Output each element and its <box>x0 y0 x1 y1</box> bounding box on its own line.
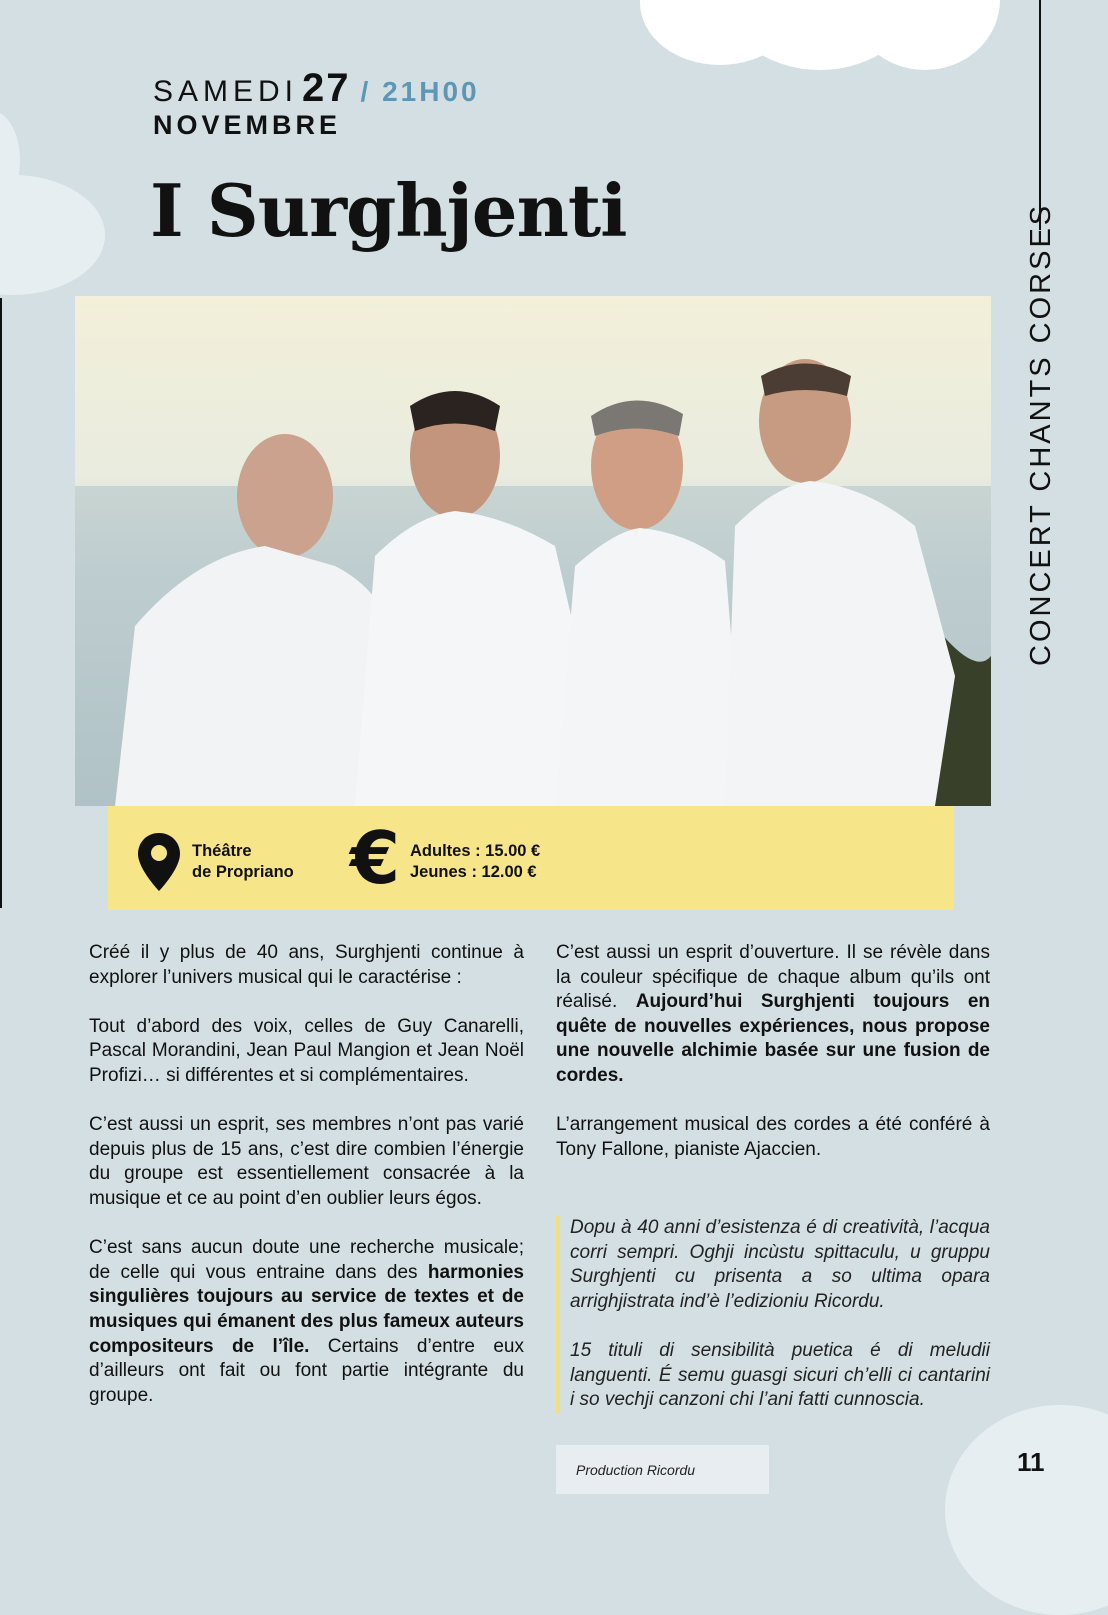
paragraph: C’est aussi un esprit, ses membres n’ont pas varié depuis plus de 15 ans, c’est dire combien l’énergie du groupe est essentiellement consacrée à la musique et ce au point d’en oublier leurs égos. <box>89 1114 524 1209</box>
event-date <box>153 68 480 108</box>
venue-line: de Propriano <box>192 863 294 881</box>
decorative-line <box>0 298 2 908</box>
body-column-right <box>556 941 990 1187</box>
page-number: 11 <box>1017 1447 1045 1477</box>
event-month: NOVEMBRE <box>153 110 342 140</box>
paragraph <box>556 941 990 1089</box>
venue-line: Théâtre <box>192 842 252 860</box>
paragraph-bold-text: Aujourd’hui Surghjenti toujours en quête de nouvelles expériences, nous propose une nouvelle alchimie basée sur une fusion de cordes. <box>556 991 990 1086</box>
prices <box>410 841 540 883</box>
paragraph-text: C’est sans aucun doute une recherche musicale; de celle qui vous entraine dans des <box>89 1237 524 1283</box>
quote-paragraph: Dopu à 40 anni d’esistenza é di creatività, l’acqua corri sempri. Oghji incùstu spittaculu, u gruppu Surghjenti cu prisenta a so ultima opara arrighjistrata ind’è l’edizioniu Ricordu. <box>570 1217 990 1312</box>
quote-paragraph: 15 tituli di sensibilità puetica é di meludii languenti. É semu guasgi sicuri ch’elli ci cantarini i so vechji canzoni chi l’ani fatti cunnoscia. <box>570 1339 990 1411</box>
price-young: Jeunes : 12.00 € <box>410 863 537 881</box>
paragraph: Créé il y plus de 40 ans, Surghjenti continue à explorer l’univers musical qui le caractérise : <box>89 942 524 988</box>
paragraph: Tout d’abord des voix, celles de Guy Canarelli, Pascal Morandini, Jean Paul Mangion et Jean Noël Profizi… si différentes et si complémentaires. <box>89 1015 524 1086</box>
production-label: Production Ricordu <box>576 1462 696 1478</box>
event-time: / 21H00 <box>360 76 480 107</box>
paragraph <box>89 1236 524 1408</box>
paragraph: L’arrangement musical des cordes a été conféré à Tony Fallone, pianiste Ajaccien. <box>556 1114 990 1160</box>
paragraph-text: C’est aussi un esprit d’ouverture. Il se révèle dans la couleur spécifique de chaque album qu’ils ont réalisé. <box>556 942 990 1013</box>
cloud-decoration <box>945 1405 1108 1615</box>
group-photo-illustration <box>75 296 991 806</box>
body-column-left <box>89 941 524 1433</box>
production-box <box>556 1445 769 1494</box>
event-category: CONCERT CHANTS CORSES <box>1025 202 1057 666</box>
price-adults: Adultes : 15.00 € <box>410 842 541 860</box>
paragraph-bold-text: harmonies singulières toujours au service de textes et de musiques qui émanent des plus fameux auteurs compositeurs de l’île. <box>89 1261 524 1357</box>
event-date-number: 27 <box>302 66 351 110</box>
decorative-line <box>1039 0 1041 230</box>
group-photo <box>75 296 991 806</box>
map-pin-icon <box>138 833 180 896</box>
paragraph-text: Certains d’entre eux d’ailleurs ont fait ou font partie intégrante du groupe. <box>89 1335 524 1406</box>
cloud-decoration <box>0 175 105 295</box>
cloud-decoration <box>850 0 1000 70</box>
event-day: SAMEDI <box>153 75 299 108</box>
venue <box>192 841 294 883</box>
euro-icon: € <box>350 816 401 900</box>
corsican-quote <box>556 1216 990 1413</box>
event-title: I Surghjenti <box>150 168 627 253</box>
